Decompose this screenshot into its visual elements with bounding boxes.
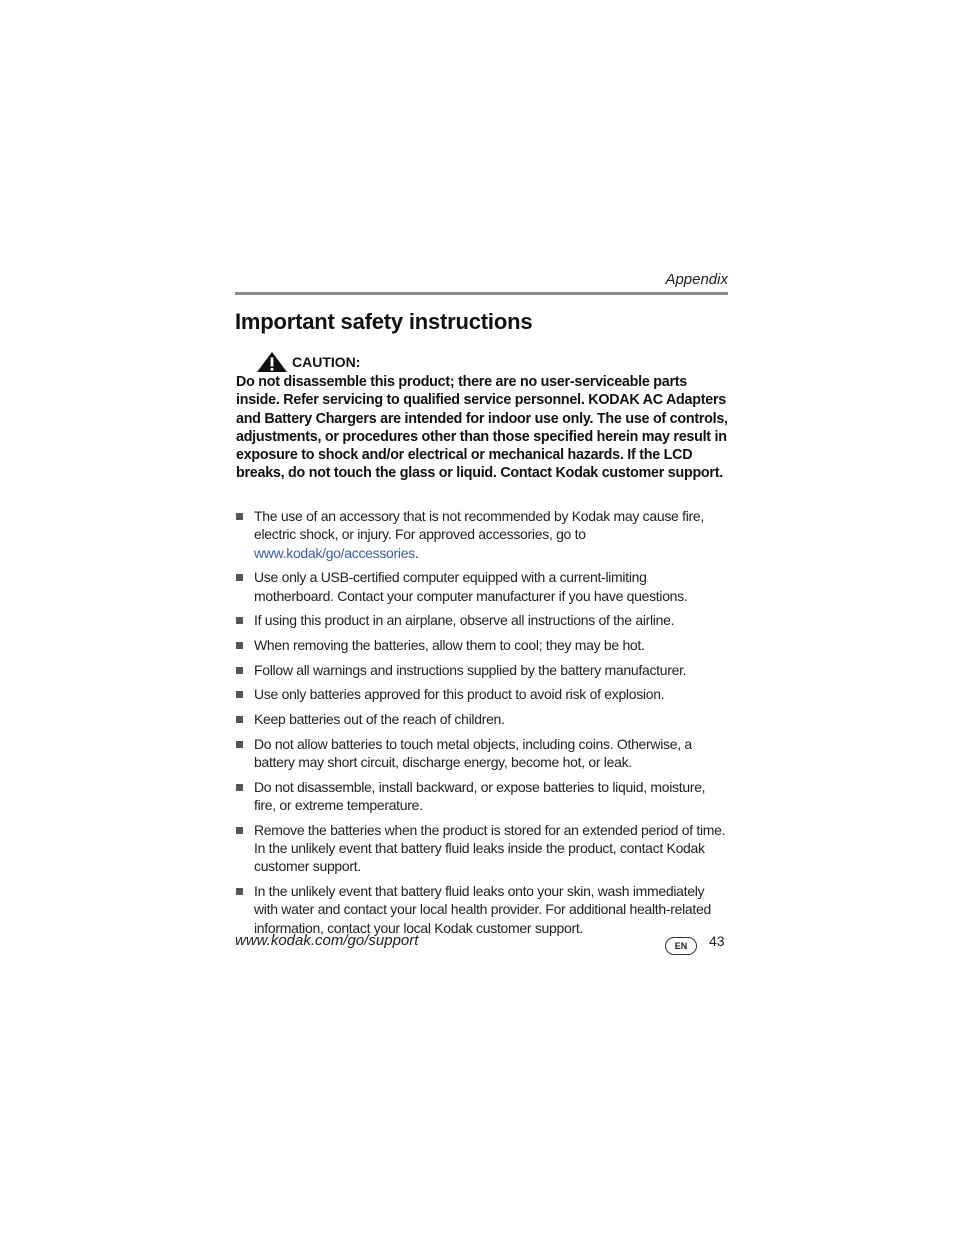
page-title: Important safety instructions	[235, 309, 533, 334]
list-item	[236, 611, 728, 629]
list-item	[236, 636, 728, 654]
list-item	[236, 685, 728, 703]
list-item	[236, 710, 728, 728]
bullet-square-icon	[236, 691, 243, 698]
language-badge: EN	[665, 937, 697, 955]
list-item-text: Remove the batteries when the product is stored for an extended period of time. In the unlikely event that battery fluid leaks inside the product, contact Kodak customer support.	[254, 821, 726, 875]
list-item-text: .	[414, 544, 419, 561]
bullet-square-icon	[236, 827, 243, 834]
list-item	[236, 568, 728, 605]
caution-text: Do not disassemble this product; there are no user-serviceable parts inside. Refer servicing to qualified service personnel. KODAK AC Adapters and Battery Chargers are intended for indoor use only. The use of controls, adjustments, or procedures other than those specified herein may result in exposure to shock and/or electrical or mechanical hazards. If the LCD breaks, do not touch the glass or liquid. Contact Kodak customer support.	[236, 374, 728, 482]
bullet-square-icon	[236, 574, 243, 581]
list-item	[236, 661, 728, 679]
accessories-link[interactable]: www.kodak/go/accessories	[254, 544, 415, 561]
warning-triangle-icon	[256, 351, 288, 373]
section-label: Appendix	[665, 271, 728, 288]
list-item-text: Do not allow batteries to touch metal objects, including coins. Otherwise, a battery may short circuit, discharge energy, become hot, or leak.	[254, 735, 692, 770]
bullet-square-icon	[236, 667, 243, 674]
header-rule	[235, 292, 728, 295]
list-item-text: In the unlikely event that battery fluid leaks onto your skin, wash immediately with water and contact your local health provider. For additional health-related information, contact your local Kodak customer support.	[254, 882, 711, 936]
list-item-text: Follow all warnings and instructions supplied by the battery manufacturer.	[254, 661, 687, 678]
list-item	[236, 507, 728, 562]
list-item	[236, 882, 728, 937]
bullet-square-icon	[236, 888, 243, 895]
safety-bullet-list	[236, 507, 728, 943]
list-item-text: Use only a USB-certified computer equipped with a current-limiting motherboard. Contact your computer manufacturer if you have questions.	[254, 569, 688, 604]
list-item-text: Use only batteries approved for this product to avoid risk of explosion.	[254, 686, 665, 703]
footer-url[interactable]: www.kodak.com/go/support	[235, 932, 419, 949]
bullet-square-icon	[236, 741, 243, 748]
list-item-text: Do not disassemble, install backward, or expose batteries to liquid, moisture, fire, or extreme temperature.	[254, 778, 706, 813]
list-item	[236, 778, 728, 815]
page-number: 43	[709, 933, 725, 949]
list-item-text: When removing the batteries, allow them to cool; they may be hot.	[254, 636, 645, 653]
caution-label: CAUTION:	[292, 354, 361, 370]
list-item	[236, 821, 728, 876]
list-item-text: Keep batteries out of the reach of children.	[254, 711, 505, 728]
bullet-square-icon	[236, 784, 243, 791]
bullet-square-icon	[236, 617, 243, 624]
bullet-square-icon	[236, 642, 243, 649]
list-item-text: The use of an accessory that is not recommended by Kodak may cause fire, electric shock, or injury. For approved accessories, go to	[254, 508, 704, 543]
bullet-square-icon	[236, 513, 243, 520]
list-item	[236, 735, 728, 772]
list-item-text: If using this product in an airplane, observe all instructions of the airline.	[254, 612, 675, 629]
bullet-square-icon	[236, 716, 243, 723]
caution-heading	[256, 351, 360, 373]
